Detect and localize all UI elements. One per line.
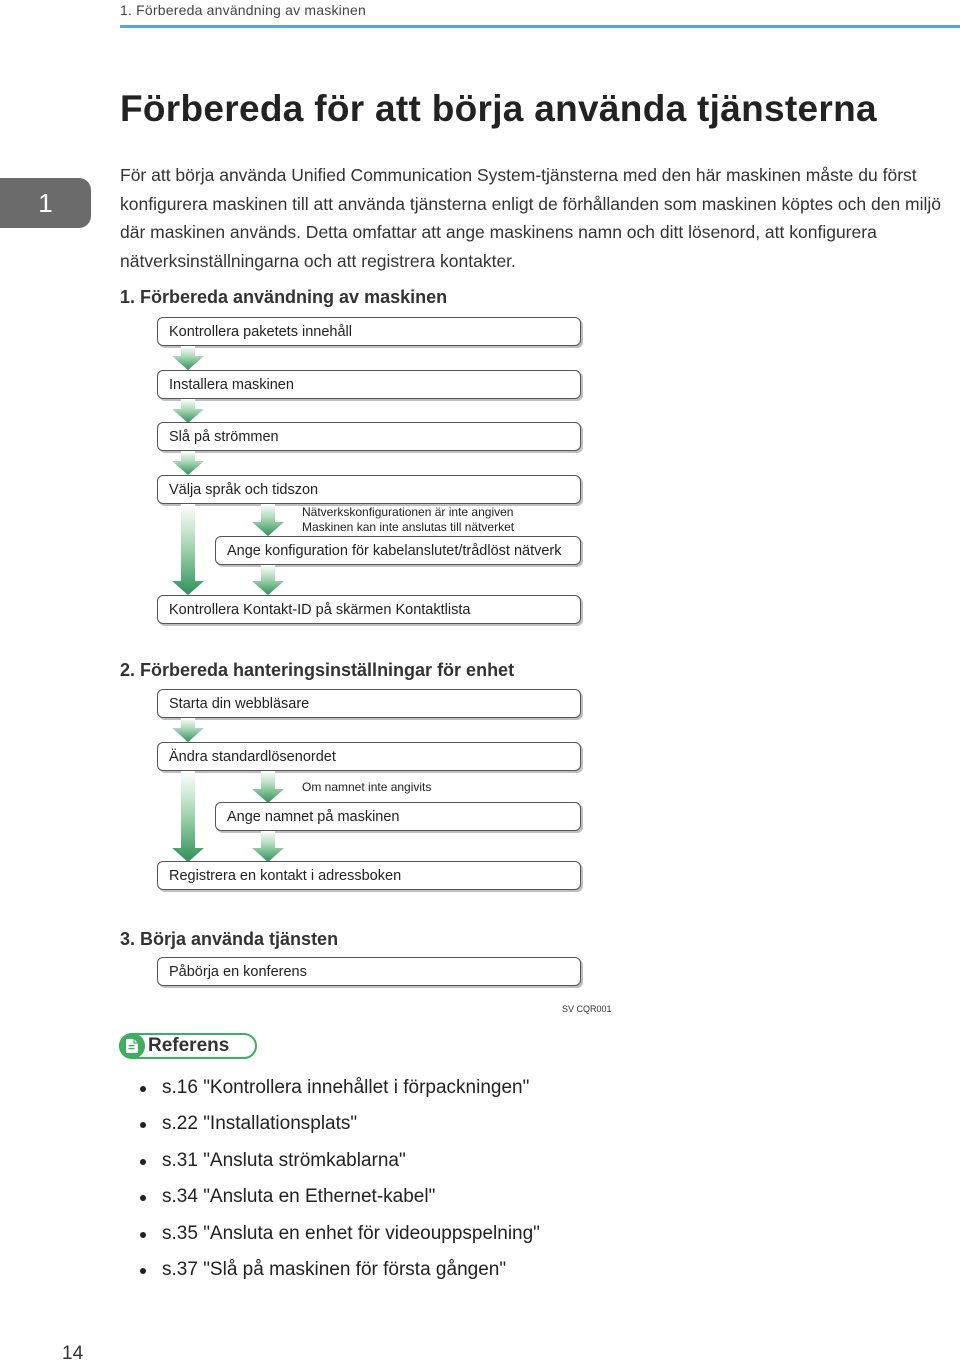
note-line: Nätverkskonfigurationen är inte angiven (302, 505, 514, 519)
flow-step-install-machine: Installera maskinen (157, 370, 581, 399)
note-line: Maskinen kan inte anslutas till nätverket (302, 520, 515, 534)
flow-arrow-icon (172, 399, 204, 423)
flow-arrow-icon (252, 504, 284, 536)
flow-condition-note: Om namnet inte angivits (302, 780, 432, 794)
flow-step-language-timezone: Välja språk och tidszon (157, 475, 581, 504)
flow-step-network-config: Ange konfiguration för kabelanslutet/trådlöst nätverk (215, 536, 581, 565)
flow-step-check-package: Kontrollera paketets innehåll (157, 317, 581, 346)
flow-step-power-on: Slå på strömmen (157, 422, 581, 451)
flow-step-start-browser: Starta din webbläsare (157, 689, 581, 718)
intro-paragraph: För att börja använda Unified Communication System-tjänsterna med den här maskinen måste du först konfigurera maskinen till att använda tjänsterna enligt de förhållanden som maskinen köptes och den miljö där maskinen används. Detta omfattar att ange maskinens namn och ditt lösenord, att konfigurera nätverksinställningarna och att registrera kontakter. (120, 165, 942, 271)
flow-step-register-contact: Registrera en kontakt i adressboken (157, 861, 581, 890)
reference-list (140, 1070, 540, 1288)
flow-arrow-icon (252, 771, 284, 803)
flow-long-arrow-icon (172, 504, 204, 595)
section-2-heading: 2. Förbereda hanteringsinställningar för enhet (120, 660, 515, 680)
flow-long-arrow-icon (172, 771, 204, 862)
flow-arrow-icon (172, 718, 204, 742)
reference-link[interactable]: s.35 "Ansluta en enhet för videouppspelning" (140, 1216, 540, 1252)
flow-arrow-icon (252, 565, 284, 595)
flow-step-check-contact-id: Kontrollera Kontakt-ID på skärmen Kontaktlista (157, 595, 581, 624)
flow-arrow-icon (172, 346, 204, 370)
reference-link[interactable]: s.31 "Ansluta strömkablarna" (140, 1143, 540, 1179)
page-title: Förbereda för att börja använda tjänsterna (120, 88, 877, 129)
flow-arrow-icon (172, 451, 204, 475)
document-note-icon (119, 1033, 145, 1059)
figure-id: SV CQR001 (562, 1004, 612, 1014)
flow-step-start-conference: Påbörja en konferens (157, 957, 581, 986)
flow-step-machine-name: Ange namnet på maskinen (215, 802, 581, 831)
reference-link[interactable]: s.37 "Slå på maskinen för första gången" (140, 1252, 540, 1288)
flow-condition-note (302, 505, 514, 535)
reference-link[interactable]: s.34 "Ansluta en Ethernet-kabel" (140, 1179, 540, 1215)
flow-step-change-password: Ändra standardlösenordet (157, 742, 581, 771)
reference-label: Referens (148, 1035, 230, 1056)
page-number: 14 (62, 1343, 84, 1364)
flow-arrow-icon (252, 831, 284, 862)
section-1-heading: 1. Förbereda användning av maskinen (120, 287, 448, 307)
header-rule (120, 25, 960, 28)
reference-link[interactable]: s.22 "Installationsplats" (140, 1106, 540, 1142)
section-3-heading: 3. Börja använda tjänsten (120, 929, 339, 949)
running-header: 1. Förbereda användning av maskinen (120, 2, 366, 18)
reference-link[interactable]: s.16 "Kontrollera innehållet i förpackningen" (140, 1070, 540, 1106)
reference-badge (119, 1033, 257, 1059)
chapter-tab: 1 (0, 178, 91, 228)
